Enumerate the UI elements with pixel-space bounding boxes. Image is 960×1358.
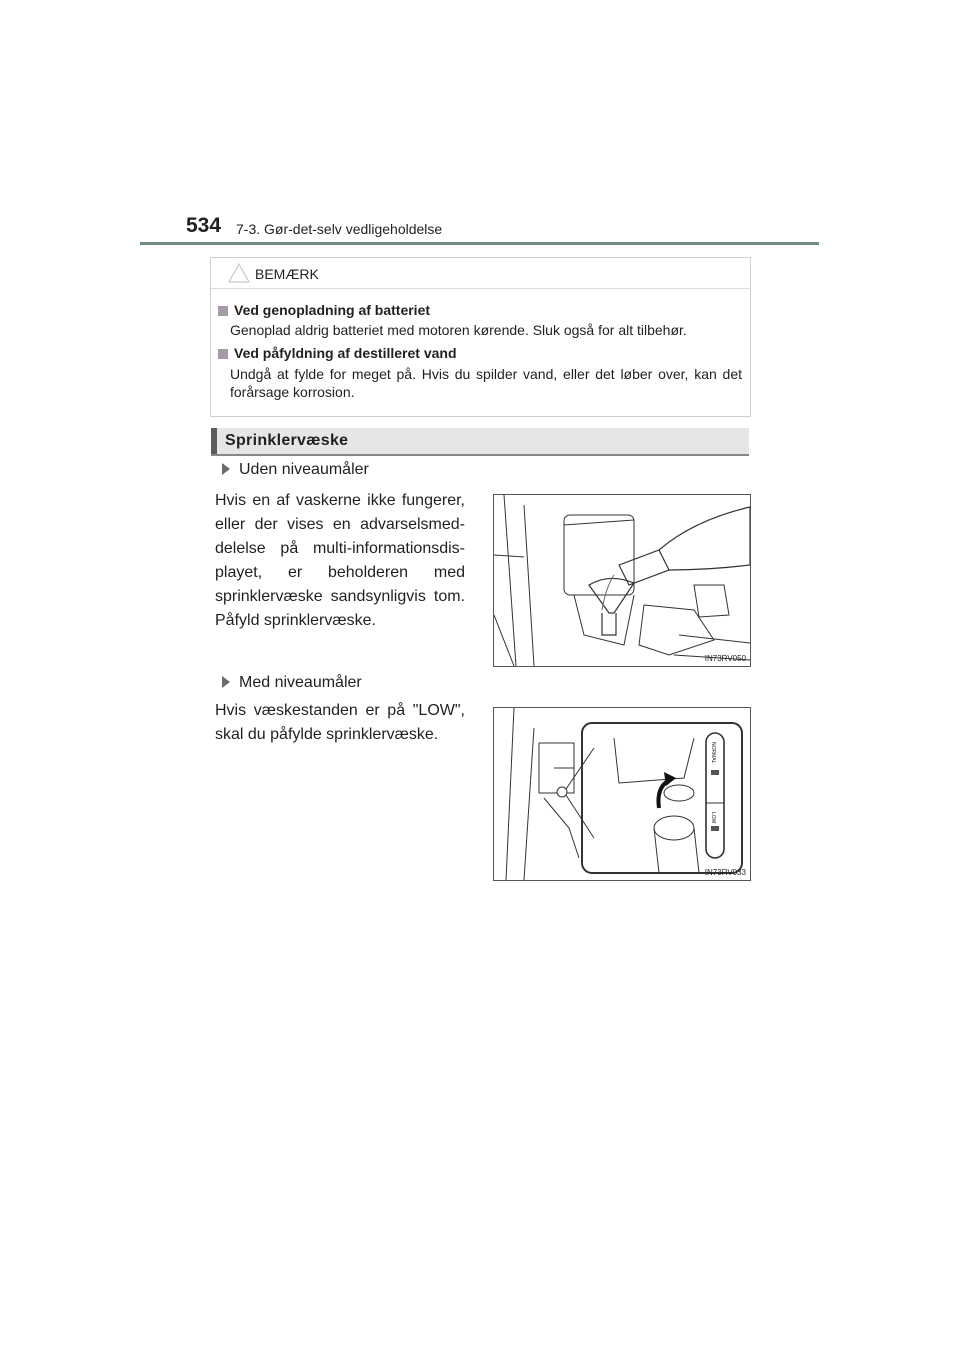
notice-item-text: Undgå at fylde for meget på. Hvis du spilder vand, eller det løber over, kan det forårsage korrosion. xyxy=(230,366,742,400)
notice-label: BEMÆRK xyxy=(255,266,319,282)
subheading-without-gauge: Uden niveaumåler xyxy=(222,461,369,479)
page-number: 534 xyxy=(186,214,222,237)
header-rule xyxy=(140,242,819,245)
paragraph-without-gauge: Hvis en af vaskerne ikke fungerer, eller der vises en advarselsmed-delelse på multi-informationsdis-playet, er beholderen med sprinklervæske sandsynligvis tom. Påfyld sprinklervæske. xyxy=(215,492,465,629)
figure-code: IN73RV050 xyxy=(704,654,746,663)
heading-accent xyxy=(211,428,217,454)
notice-item-text: Genoplad aldrig batteriet med motoren kørende. Sluk også for alt tilbehør. xyxy=(230,322,687,338)
gauge-label-low: LOW xyxy=(710,812,716,824)
illustration-fluid-refill xyxy=(493,494,751,667)
notice-item-heading: Ved påfyldning af destilleret vand xyxy=(218,345,457,361)
subheading-with-gauge: Med niveaumåler xyxy=(222,674,362,692)
bullet-square-icon xyxy=(218,349,228,359)
illustration-level-gauge xyxy=(493,707,751,881)
warning-icon xyxy=(228,263,250,283)
paragraph-with-gauge: Hvis væskestanden er på "LOW", skal du påfylde sprinklervæske. xyxy=(215,702,465,743)
section-heading: Sprinklervæske xyxy=(211,428,749,456)
section-title: 7-3. Gør-det-selv vedligeholdelse xyxy=(236,221,443,237)
notice-header xyxy=(211,258,750,289)
triangle-bullet-icon xyxy=(222,676,230,688)
figure-code: IN73RV033 xyxy=(704,868,746,877)
notice-item-heading: Ved genopladning af batteriet xyxy=(218,302,430,318)
gauge-label-normal: NORMAL xyxy=(710,742,716,764)
notice-box xyxy=(210,257,751,417)
triangle-bullet-icon xyxy=(222,463,230,475)
bullet-square-icon xyxy=(218,306,228,316)
